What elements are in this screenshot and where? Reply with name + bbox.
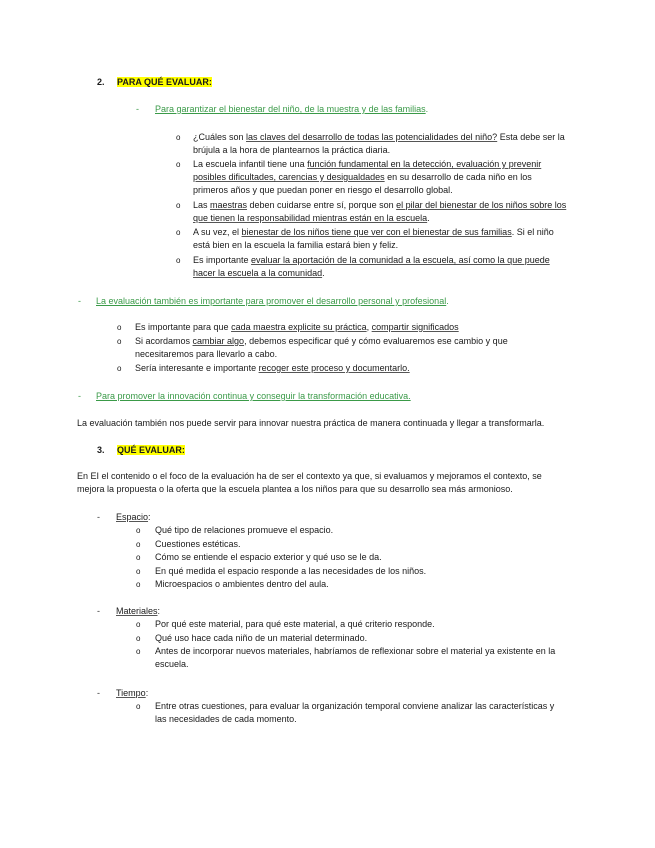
list-item-continuation: las necesidades de cada momento. bbox=[155, 714, 297, 724]
bullet-marker: o bbox=[117, 337, 122, 346]
dash-marker: - bbox=[97, 512, 100, 522]
bullet-marker: o bbox=[136, 567, 141, 576]
section-title: QUÉ EVALUAR: bbox=[117, 445, 185, 455]
bullet-marker: o bbox=[136, 553, 141, 562]
list-item: Por qué este material, para qué este material, a qué criterio responde. bbox=[155, 619, 435, 629]
underlined-text: las claves del desarrollo de todas las potencialidades del niño? bbox=[246, 132, 498, 142]
list-item-continuation bbox=[193, 267, 325, 281]
intro-link[interactable]: Para garantizar el bienestar del niño, de la muestra y de las familias bbox=[155, 104, 426, 114]
list-item: Cuestiones estéticas. bbox=[155, 539, 241, 549]
bullet-marker: o bbox=[136, 634, 141, 643]
list-item-continuation: escuela. bbox=[155, 659, 189, 669]
list-item: Qué tipo de relaciones promueve el espacio. bbox=[155, 525, 334, 535]
list-item: Antes de incorporar nuevos materiales, habríamos de reflexionar sobre el material ya existente en la bbox=[155, 646, 556, 656]
bullet-marker: o bbox=[136, 580, 141, 589]
category-materiales bbox=[116, 605, 160, 619]
dash-marker: - bbox=[78, 391, 81, 401]
underlined-text: evaluar la aportación de la comunidad a la escuela, así como la que puede bbox=[251, 255, 550, 265]
period: . bbox=[425, 104, 429, 114]
category-label: Tiempo bbox=[116, 688, 146, 698]
list-item-continuation: está bien en la escuela la familia estará bien y feliz. bbox=[193, 240, 399, 250]
text-run: La escuela infantil tiene una bbox=[193, 159, 308, 169]
underlined-text: cada maestra explicite su práctica bbox=[231, 322, 367, 332]
category-label: Materiales bbox=[116, 606, 158, 616]
bullet-marker: o bbox=[176, 160, 181, 169]
text-run: ¿Cuáles son bbox=[193, 132, 247, 142]
bullet-marker: o bbox=[136, 647, 141, 656]
underlined-text: posibles dificultades, carencias y desigualdades bbox=[193, 172, 385, 182]
paragraph: La evaluación también nos puede servir para innovar nuestra práctica de manera continuada y llegar a transformarla. bbox=[77, 418, 545, 428]
list-item bbox=[135, 362, 410, 376]
underlined-text: compartir significados bbox=[371, 322, 459, 332]
underlined-text: hacer la escuela a la comunidad bbox=[193, 268, 323, 278]
bullet-marker: o bbox=[176, 133, 181, 142]
innovation-link[interactable]: Para promover la innovación continua y conseguir la transformación educativa. bbox=[96, 391, 411, 401]
underlined-text: recoger este proceso y documentarlo. bbox=[258, 363, 410, 373]
underlined-text: bienestar de los niños tiene que ver con el bienestar de sus familias bbox=[241, 227, 512, 237]
list-item-continuation: primeros años y que puedan poner en riesgo el desarrollo global. bbox=[193, 185, 453, 195]
section-number: 3. bbox=[97, 445, 105, 455]
list-item bbox=[193, 199, 566, 213]
bullet-marker: o bbox=[136, 620, 141, 629]
bullet-marker: o bbox=[176, 256, 181, 265]
bullet-marker: o bbox=[136, 702, 141, 711]
period: . bbox=[446, 296, 449, 306]
list-item bbox=[193, 158, 541, 172]
list-item bbox=[135, 321, 459, 335]
underlined-text: que tienen la responsabilidad mientras están en la escuela bbox=[193, 213, 428, 223]
paragraph-continuation: mejora la propuesta o la oferta que la escuela plantea a los niños para que su desarrollo sea más armonioso. bbox=[77, 484, 513, 494]
list-item: Entre otras cuestiones, para evaluar la organización temporal conviene analizar las características y bbox=[155, 701, 555, 711]
text-run: deben cuidarse entre sí, porque son bbox=[247, 200, 397, 210]
section-2-heading bbox=[97, 77, 212, 87]
list-item: En qué medida el espacio responde a las necesidades de los niños. bbox=[155, 566, 427, 576]
colon: : bbox=[148, 512, 151, 522]
list-item-continuation bbox=[193, 171, 532, 185]
text-run: Es importante para que bbox=[135, 322, 232, 332]
dash-marker: - bbox=[97, 688, 100, 698]
underlined-text: maestras bbox=[210, 200, 248, 210]
text-run: Es importante bbox=[193, 255, 252, 265]
dash-marker: - bbox=[136, 104, 139, 114]
text-run: Las bbox=[193, 200, 211, 210]
list-item-continuation: brújula a la hora de plantearnos la práctica diaria. bbox=[193, 145, 391, 155]
text-run: Esta debe ser la bbox=[497, 132, 565, 142]
underlined-text: cambiar algo bbox=[192, 336, 245, 346]
section-3-heading bbox=[97, 445, 185, 455]
text-run: , bbox=[366, 322, 372, 332]
bullet-marker: o bbox=[176, 201, 181, 210]
list-item: Cómo se entiende el espacio exterior y qué uso se le da. bbox=[155, 552, 382, 562]
list-item: Microespacios o ambientes dentro del aula. bbox=[155, 579, 329, 589]
list-item: Qué uso hace cada niño de un material determinado. bbox=[155, 633, 368, 643]
list-item bbox=[135, 335, 508, 349]
text-run: . bbox=[322, 268, 325, 278]
text-run: . bbox=[427, 213, 430, 223]
text-run: en su desarrollo de cada niño en los bbox=[384, 172, 532, 182]
development-link[interactable]: La evaluación también es importante para promover el desarrollo personal y profesional bbox=[96, 296, 447, 306]
underlined-text: el pilar del bienestar de los niños sobre los bbox=[396, 200, 567, 210]
bullet-marker: o bbox=[136, 540, 141, 549]
text-run: A su vez, el bbox=[193, 227, 242, 237]
text-run: Sería interesante e importante bbox=[135, 363, 259, 373]
link3-line bbox=[96, 390, 411, 404]
list-item-continuation: necesitaremos para llevarlo a cabo. bbox=[135, 349, 278, 359]
list-item bbox=[193, 131, 565, 145]
text-run: , debemos especificar qué y cómo evaluaremos ese cambio y que bbox=[244, 336, 508, 346]
text-run: Si acordamos bbox=[135, 336, 193, 346]
dash-marker: - bbox=[78, 296, 81, 306]
section-title: PARA QUÉ EVALUAR: bbox=[117, 77, 212, 87]
list-item-continuation bbox=[193, 212, 430, 226]
category-label: Espacio bbox=[116, 512, 149, 522]
colon: : bbox=[145, 688, 149, 698]
list-item bbox=[193, 254, 550, 268]
section-number: 2. bbox=[97, 77, 105, 87]
bullet-marker: o bbox=[136, 526, 141, 535]
paragraph: En EI el contenido o el foco de la evaluación ha de ser el contexto ya que, si evaluamos y mejoramos el contexto, se bbox=[77, 471, 542, 481]
category-espacio bbox=[116, 511, 151, 525]
category-tiempo bbox=[116, 687, 148, 701]
bullet-marker: o bbox=[117, 364, 122, 373]
colon: : bbox=[157, 606, 161, 616]
dash-marker: - bbox=[97, 606, 100, 616]
intro-link-line bbox=[155, 103, 428, 117]
bullet-marker: o bbox=[117, 323, 122, 332]
bullet-marker: o bbox=[176, 228, 181, 237]
underlined-text: función fundamental en la detección, evaluación y prevenir bbox=[307, 159, 542, 169]
list-item bbox=[193, 226, 554, 240]
link2-line bbox=[96, 295, 449, 309]
text-run: . Si el niño bbox=[511, 227, 554, 237]
